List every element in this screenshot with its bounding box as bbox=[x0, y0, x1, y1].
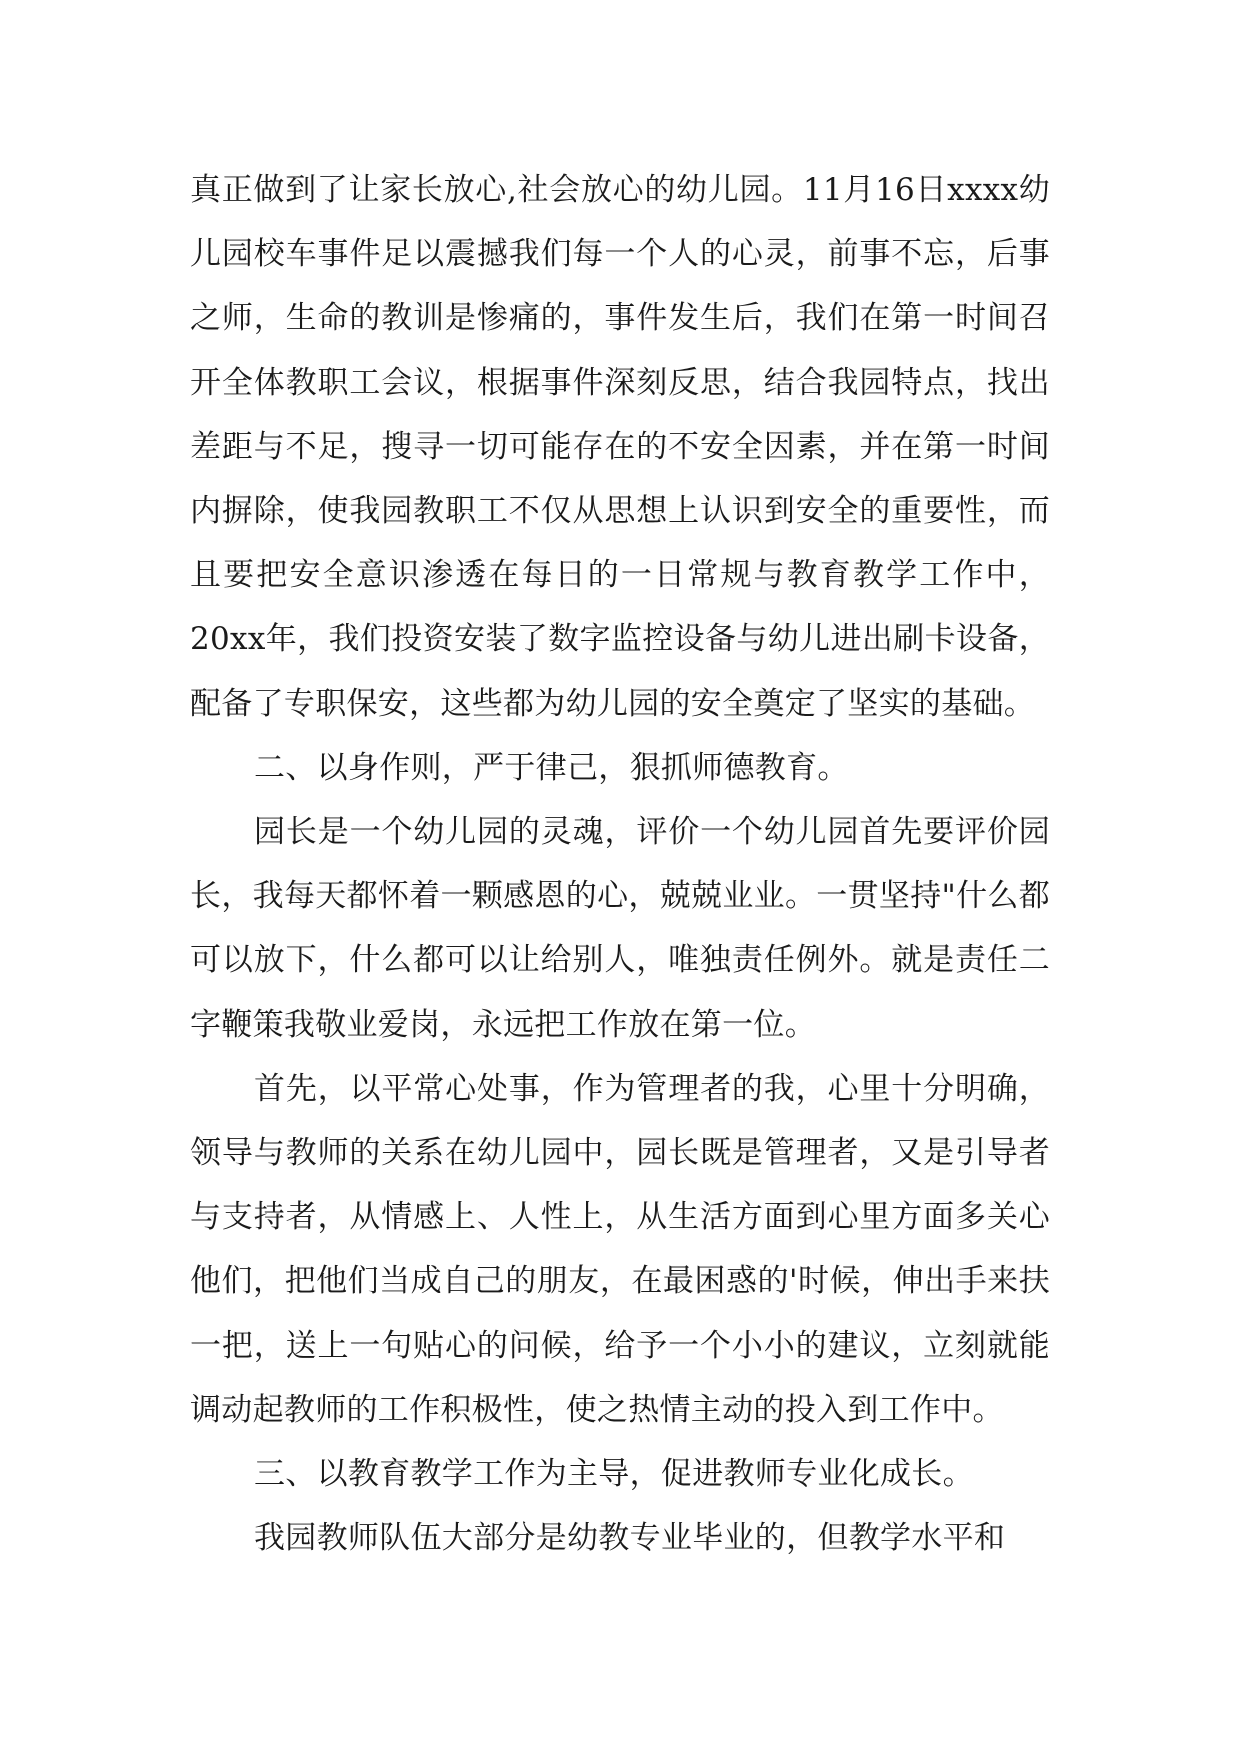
paragraph-intro: 真正做到了让家长放心,社会放心的幼儿园。11月16日xxxx幼儿园校车事件足以震撼我们每一个人的心灵，前事不忘，后事之师，生命的教训是惨痛的，事件发生后，我们在第一时间召开全体教职工会议，根据事件深刻反思，结合我园特点，找出差距与不足，搜寻一切可能存在的不安全因素，并在第一时间内摒除，使我园教职工不仅从思想上认识到安全的重要性，而且要把安全意识渗透在每日的一日常规与教育教学工作中，20xx年，我们投资安装了数字监控设备与幼儿进出刷卡设备，配备了专职保安，这些都为幼儿园的安全奠定了坚实的基础。 bbox=[190, 172, 1050, 722]
paragraph-teachers: 我园教师队伍大部分是幼教专业毕业的，但教学水平和 bbox=[254, 1520, 1006, 1557]
section-heading-3: 三、以教育教学工作为主导，促进教师专业化成长。 bbox=[254, 1456, 974, 1493]
document-body bbox=[190, 158, 1050, 1570]
paragraph-management: 首先，以平常心处事，作为管理者的我，心里十分明确，领导与教师的关系在幼儿园中，园长既是管理者，又是引导者与支持者，从情感上、人性上，从生活方面到心里方面多关心他们，把他们当成自己的朋友，在最困惑的'时候，伸出手来扶一把，送上一句贴心的问候，给予一个小小的建议，立刻就能调动起教师的工作积极性，使之热情主动的投入到工作中。 bbox=[190, 1070, 1050, 1428]
section-heading-2: 二、以身作则，严于律己，狠抓师德教育。 bbox=[254, 749, 849, 786]
paragraph-principal-role: 园长是一个幼儿园的灵魂，评价一个幼儿园首先要评价园长，我每天都怀着一颗感恩的心，兢兢业业。一贯坚持"什么都可以放下，什么都可以让给别人，唯独责任例外。就是责任二字鞭策我敬业爱岗，永远把工作放在第一位。 bbox=[190, 814, 1050, 1043]
